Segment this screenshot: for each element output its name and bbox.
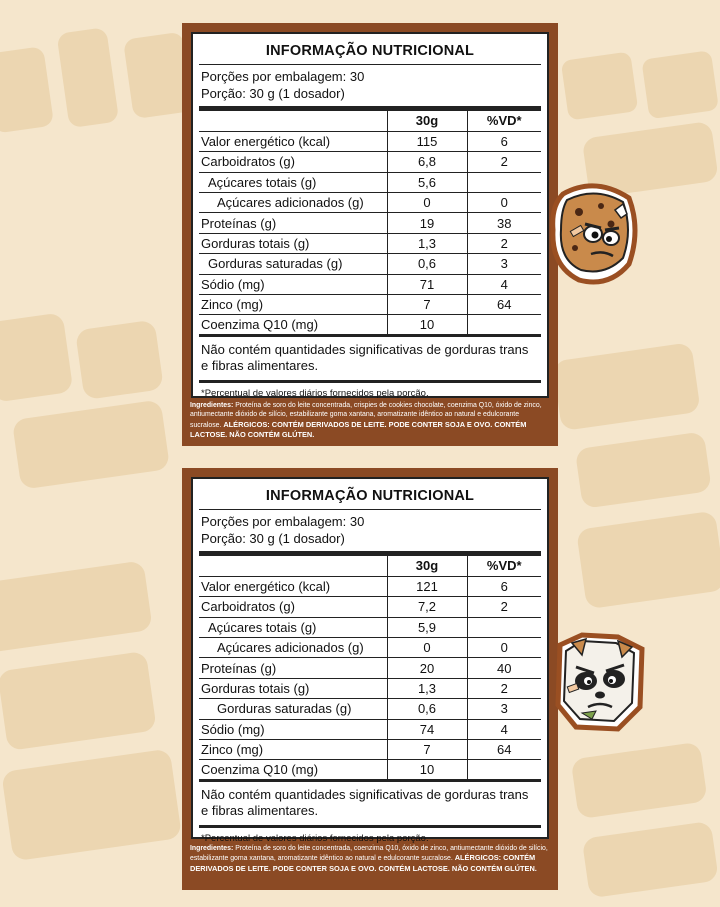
background-graffiti [0, 548, 202, 895]
header-empty [199, 111, 387, 131]
serving-size: Porção: 30 g (1 dosador) [201, 86, 345, 101]
table-row [199, 254, 541, 274]
nutrient-value: 19 [387, 213, 467, 233]
nutrient-name: Gorduras totais (g) [199, 678, 387, 698]
ingredients-text [190, 401, 550, 441]
table-row [199, 152, 541, 172]
table-row [199, 719, 541, 739]
label-footnote: *Percentual de valores diários fornecidos pela porção. [201, 387, 429, 399]
table-row [199, 638, 541, 658]
nutrient-dv: 2 [467, 233, 541, 253]
nutrient-dv: 6 [467, 131, 541, 151]
label-title: INFORMAÇÃO NUTRICIONAL [199, 34, 541, 65]
nutrition-table [199, 111, 541, 337]
nutrient-name: Açúcares adicionados (g) [199, 193, 387, 213]
nutrient-name: Gorduras saturadas (g) [199, 699, 387, 719]
nutrient-name: Sódio (mg) [199, 719, 387, 739]
nutrient-name: Açúcares totais (g) [199, 617, 387, 637]
nutrient-name: Carboidratos (g) [199, 152, 387, 172]
nutrition-label [191, 32, 549, 398]
nutrient-value: 71 [387, 274, 467, 294]
table-row [199, 274, 541, 294]
header-dv: %VD* [467, 556, 541, 576]
header-serving: 30g [387, 556, 467, 576]
background-graffiti [546, 330, 720, 634]
nutrient-dv: 38 [467, 213, 541, 233]
table-row [199, 315, 541, 335]
nutrient-dv: 64 [467, 740, 541, 760]
nutrient-value: 0,6 [387, 699, 467, 719]
table-row [199, 193, 541, 213]
nutrient-value: 10 [387, 315, 467, 335]
nutrient-value: 10 [387, 760, 467, 780]
nutrient-dv: 2 [467, 597, 541, 617]
nutrient-dv [467, 172, 541, 192]
nutrient-value: 0 [387, 638, 467, 658]
ingredients-list: Proteína de soro do leite concentrada, crispies de cookies chocolate, coenzima Q10, óxido de zinco, antiumectante dióxido de silício, estabilizante goma xantana, aromatizante idêntico ao natural e edulcorante sucralose. [190, 402, 542, 429]
table-row [199, 678, 541, 698]
nutrient-value: 1,3 [387, 233, 467, 253]
servings-per-pack: Porções por embalagem: 30 [201, 514, 365, 529]
table-row [199, 233, 541, 253]
nutrition-panel-1 [182, 23, 558, 446]
nutrient-value: 74 [387, 719, 467, 739]
ingredients-label: Ingredientes: [190, 845, 234, 852]
nutrient-name: Açúcares adicionados (g) [199, 638, 387, 658]
nutrient-dv: 6 [467, 576, 541, 596]
nutrient-value: 7 [387, 295, 467, 315]
nutrient-name: Valor energético (kcal) [199, 131, 387, 151]
nutrient-name: Sódio (mg) [199, 274, 387, 294]
nutrient-value: 5,9 [387, 617, 467, 637]
nutrient-value: 5,6 [387, 172, 467, 192]
nutrient-value: 115 [387, 131, 467, 151]
nutrient-dv: 0 [467, 638, 541, 658]
panda-mascot-icon [552, 627, 648, 735]
nutrient-dv: 40 [467, 658, 541, 678]
nutrient-value: 121 [387, 576, 467, 596]
table-row [199, 213, 541, 233]
table-header [199, 111, 541, 131]
header-empty [199, 556, 387, 576]
background-graffiti [0, 288, 193, 516]
servings-info [199, 510, 541, 551]
table-row [199, 617, 541, 637]
ingredients-list: Proteína de soro do leite concentrada, coenzima Q10, óxido de zinco, antiumectante dióxido de silício, estabilizante goma xantana, aromatizante idêntico ao natural e edulcorante sucralose. [190, 845, 548, 863]
nutrient-dv: 0 [467, 193, 541, 213]
nutrient-value: 0 [387, 193, 467, 213]
nutrient-value: 7,2 [387, 597, 467, 617]
table-row [199, 576, 541, 596]
allergens-warning: ALÉRGICOS: CONTÉM DERIVADOS DE LEITE. PODE CONTER SOJA E OVO. CONTÉM LACTOSE. NÃO CONTÉM GLÚTEN. [190, 419, 527, 440]
nutrient-name: Proteínas (g) [199, 213, 387, 233]
table-row [199, 597, 541, 617]
nutrition-panel-2 [182, 468, 558, 890]
nutrient-value: 7 [387, 740, 467, 760]
table-row [199, 699, 541, 719]
nutrient-dv: 4 [467, 719, 541, 739]
label-footnote: *Percentual de valores diários fornecidos pela porção. [201, 832, 429, 844]
label-note: Não contém quantidades significativas de gorduras trans e fibras alimentares. [199, 782, 541, 828]
nutrient-dv: 64 [467, 295, 541, 315]
nutrient-dv: 2 [467, 678, 541, 698]
table-row [199, 172, 541, 192]
nutrient-name: Zinco (mg) [199, 295, 387, 315]
allergens-warning: ALÉRGICOS: CONTÉM DERIVADOS DE LEITE. PODE CONTER SOJA E OVO. CONTÉM LACTOSE. NÃO CONTÉM GLÚTEN. [190, 853, 537, 873]
nutrient-name: Açúcares totais (g) [199, 172, 387, 192]
nutrient-dv: 4 [467, 274, 541, 294]
nutrient-name: Carboidratos (g) [199, 597, 387, 617]
servings-info [199, 65, 541, 106]
nutrient-name: Coenzima Q10 (mg) [199, 315, 387, 335]
nutrient-dv [467, 315, 541, 335]
table-row [199, 658, 541, 678]
nutrient-name: Zinco (mg) [199, 740, 387, 760]
nutrition-table [199, 556, 541, 782]
nutrient-dv [467, 760, 541, 780]
cookie-mascot-icon [549, 180, 641, 290]
nutrient-value: 6,8 [387, 152, 467, 172]
nutrient-dv [467, 617, 541, 637]
ingredients-label: Ingredientes: [190, 402, 234, 409]
nutrient-name: Coenzima Q10 (mg) [199, 760, 387, 780]
nutrient-value: 0,6 [387, 254, 467, 274]
table-row [199, 740, 541, 760]
background-graffiti [0, 5, 209, 180]
label-note: Não contém quantidades significativas de gorduras trans e fibras alimentares. [199, 337, 541, 383]
nutrient-value: 20 [387, 658, 467, 678]
nutrient-name: Gorduras saturadas (g) [199, 254, 387, 274]
ingredients-text [190, 844, 550, 874]
table-row [199, 295, 541, 315]
label-title: INFORMAÇÃO NUTRICIONAL [199, 479, 541, 510]
nutrient-dv: 3 [467, 699, 541, 719]
nutrient-name: Gorduras totais (g) [199, 233, 387, 253]
nutrient-dv: 2 [467, 152, 541, 172]
header-serving: 30g [387, 111, 467, 131]
nutrient-name: Valor energético (kcal) [199, 576, 387, 596]
nutrient-name: Proteínas (g) [199, 658, 387, 678]
serving-size: Porção: 30 g (1 dosador) [201, 531, 345, 546]
table-row [199, 131, 541, 151]
nutrient-value: 1,3 [387, 678, 467, 698]
nutrient-dv: 3 [467, 254, 541, 274]
background-graffiti [559, 730, 720, 907]
header-dv: %VD* [467, 111, 541, 131]
table-row [199, 760, 541, 780]
nutrition-label [191, 477, 549, 844]
table-header [199, 556, 541, 576]
servings-per-pack: Porções por embalagem: 30 [201, 69, 365, 84]
